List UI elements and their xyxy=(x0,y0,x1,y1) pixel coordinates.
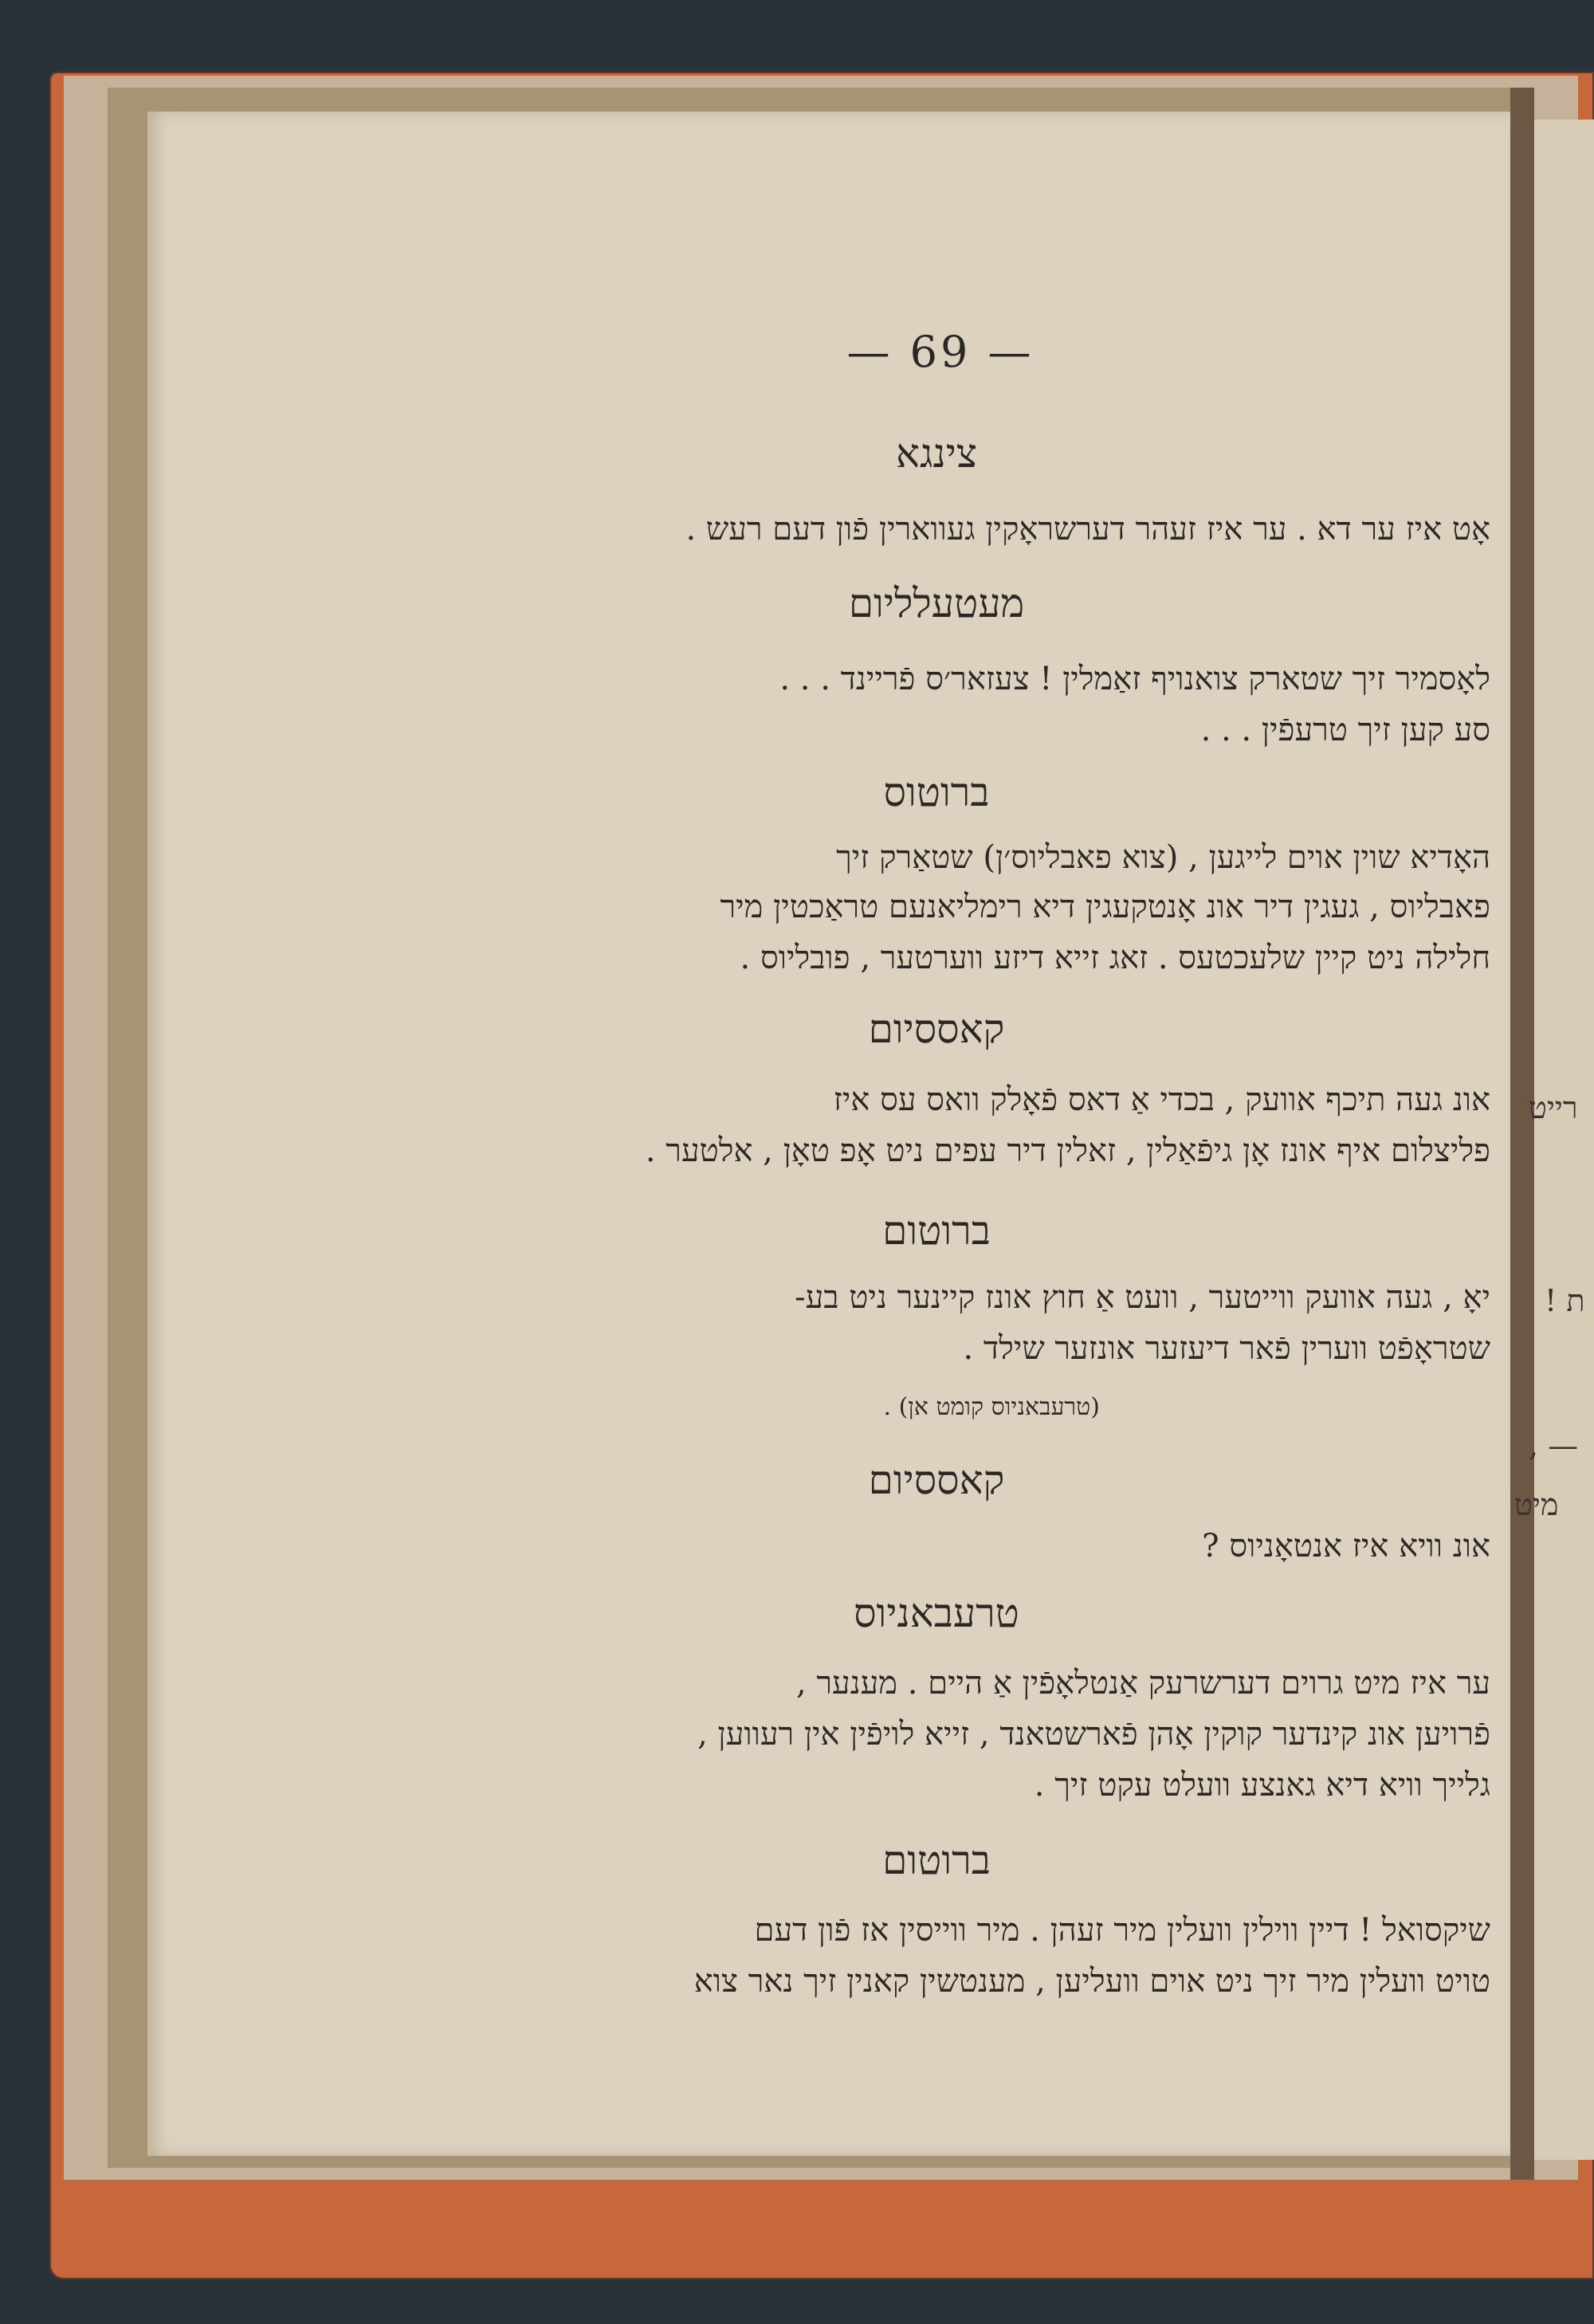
facing-page-fragment: ת ! xyxy=(1545,1283,1585,1318)
speaker-name: צינגא xyxy=(895,430,978,477)
dialogue-line: סע קען זיך טרעפֿין . . . xyxy=(1200,712,1490,748)
dialogue-line: פֿרויען אונ קינדער קוקין אָהן פֿארשטאנד , זייא לויפֿין אין רעווען , xyxy=(697,1716,1490,1753)
speaker-name: ברוטום xyxy=(882,1207,991,1254)
dialogue-line: לאָסמיר זיך שטארק צואנויף זאַמלין ! צעזאר׳ס פֿריינד . . . xyxy=(779,661,1490,697)
dialogue-line: גלייך וויא דיא גאנצע וועלט עקט זיך . xyxy=(1034,1767,1490,1804)
speaker-name: קאססיום xyxy=(868,1006,1005,1052)
dialogue-line: ער איז מיט גרוים דערשרעק אַנטלאָפֿין אַ היים . מענער , xyxy=(795,1665,1490,1702)
speaker-name: ברוטום xyxy=(882,1837,991,1883)
dialogue-line: פאבליוס , געגין דיר אונ אָנטקעגין דיא רימליאנעם טראַכטין מיר xyxy=(720,889,1490,925)
facing-page-fragment: רייט xyxy=(1529,1090,1578,1125)
dialogue-line: אָט איז ער דא . ער איז זעהר דערשראָקין געווארין פֿון דעם רעש . xyxy=(685,511,1490,548)
dialogue-line: שיקסואל ! דיין ווילין וועלין מיר זעהן . מיר ווייסין אז פֿון דעם xyxy=(754,1912,1490,1949)
page-number: — 69 — xyxy=(846,327,1035,377)
facing-page-fragment: — , xyxy=(1529,1428,1579,1463)
facing-page-fragment: מיט xyxy=(1514,1487,1559,1522)
speaker-name: קאססיום xyxy=(868,1457,1005,1503)
stage-direction: (טרעבאניוס קומט אן) . xyxy=(883,1393,1100,1421)
speaker-name: טרעבאניוס xyxy=(854,1590,1019,1636)
dialogue-line: יאָ , געה אוועק ווייטער , וועט אַ חוץ אונז קיינער ניט בע- xyxy=(795,1279,1490,1316)
dialogue-line: אונ געה תיכף אוועק , בכדי אַ דאס פֿאָלק וואס עס איז xyxy=(833,1082,1490,1118)
dialogue-line: שטראָפֿט ווערין פֿאר דיעזער אונזער שילד . xyxy=(963,1330,1490,1367)
dialogue-line: טויט וועלין מיר זיך ניט אוים וועליען , מענטשין קאנין זיך נאר צוא xyxy=(693,1963,1490,2000)
dialogue-line: אונ וויא איז אנטאָניוס ? xyxy=(1202,1528,1490,1564)
dialogue-line: פליצלום איף אונז אָן גיפֿאַלין , זאלין דיר עפים ניט אָפ טאָן , אלטער . xyxy=(645,1133,1490,1169)
dialogue-line: האָדיא שוין אוים לייגען , (צוא פאבליוס׳ן) שטאַרק זיך xyxy=(836,839,1490,876)
speaker-name: ברוטוס xyxy=(883,769,990,815)
speaker-name: מעטעלליום xyxy=(848,580,1025,626)
dialogue-line: חלילה ניט קיין שלעכטעס . זאג זייא דיזע ווערטער , פובליוס . xyxy=(740,940,1490,976)
